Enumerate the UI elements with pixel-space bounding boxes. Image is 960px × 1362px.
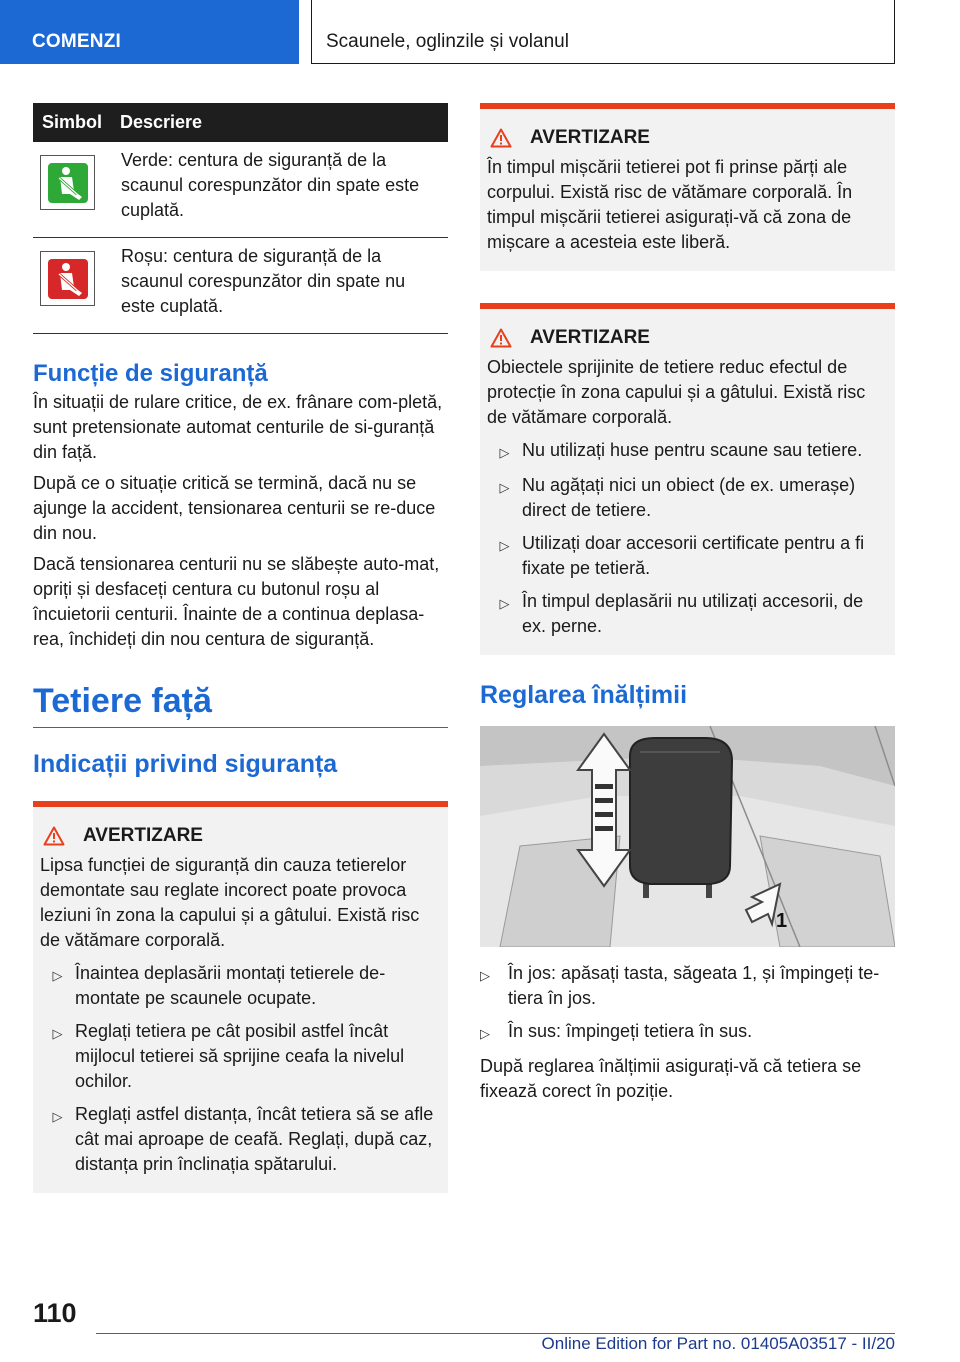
- list-item: ▷ Utilizați doar accesorii certificate pentru a fi fixate pe tetieră.: [487, 531, 888, 581]
- list-item: ▷ Nu utilizați huse pentru scaune sau tetiere.: [487, 438, 888, 465]
- table-row: [33, 238, 448, 334]
- warning-box: [33, 801, 448, 1193]
- paragraph: După ce o situație critică se termină, dacă nu se ajunge la accident, tensionarea centurii se re-duce din nou.: [33, 473, 436, 543]
- warning-title: [487, 125, 888, 150]
- warning-text: Lipsa funcției de siguranță din cauza tetierelor demontate sau reglate incorect poate provoca leziuni în zona la capului și a gâtului. Există risc de vătămare corporală.: [40, 855, 420, 950]
- warning-title: [487, 325, 888, 350]
- bullet-triangle-icon: ▷: [480, 968, 490, 983]
- warning-title-text: AVERTIZARE: [530, 327, 650, 348]
- paragraph: În situații de rulare critice, de ex. frânare com-pletă, sunt pretensionate automat centurile de si-guranță din față.: [33, 392, 443, 462]
- list-item: ▷ În timpul deplasării nu utilizați accesorii, de ex. perne.: [487, 589, 888, 639]
- edition-footer: Online Edition for Part no. 01405A03517 - II/20: [541, 1334, 895, 1353]
- table-cell-description: Roșu: centura de siguranță de la scaunul corespunzător din spate nu este cuplată.: [120, 238, 448, 334]
- bullet-triangle-icon: ▷: [52, 1109, 63, 1124]
- bullet-triangle-icon: ▷: [499, 445, 510, 460]
- warning-triangle-icon: [43, 826, 65, 846]
- warning-text: Obiectele sprijinite de tetiere reduc efectul de protecție în zona capului și a gâtului. Există risc de vătămare corporală.: [487, 357, 866, 427]
- bullet-triangle-icon: ▷: [499, 538, 510, 553]
- safety-instructions-title: Indicații privind siguranța: [33, 750, 338, 778]
- bullet-triangle-icon: ▷: [499, 596, 510, 611]
- seatbelt-green-icon: [40, 155, 95, 210]
- bullet-triangle-icon: ▷: [499, 480, 510, 495]
- list-item: ▷ Reglați astfel distanța, încât tetiera să se afle cât mai aproape de ceafă. Reglați, după caz, distanța prin înclinația spătarului.: [40, 1102, 441, 1177]
- height-adjust-title: Reglarea înălțimii: [480, 681, 688, 709]
- list-item: ▷ În jos: apăsați tasta, săgeata 1, și împingeți te-tiera în jos.: [480, 961, 895, 1011]
- warning-box: [480, 303, 895, 655]
- bullet-triangle-icon: ▷: [480, 1026, 490, 1041]
- warning-triangle-icon: [490, 328, 512, 348]
- table-row: [33, 142, 448, 238]
- warning-title-text: AVERTIZARE: [530, 127, 650, 148]
- paragraph: Dacă tensionarea centurii nu se slăbește auto-mat, opriți și desfaceți centura cu butonul roșu al încuietorii centurii. Înainte de a continua deplasa-rea, închideți din nou centura de siguranță.: [33, 554, 440, 649]
- headrests-title: Tetiere față: [33, 682, 448, 728]
- list-item: ▷ În sus: împingeți tetiera în sus.: [480, 1019, 895, 1046]
- table-header-symbol: Simbol: [33, 103, 120, 142]
- list-item: ▷ Reglați tetiera pe cât posibil astfel încât mijlocul tetierei să sprijine ceafa la nivelul ochilor.: [40, 1019, 441, 1094]
- table-cell-description: Verde: centura de siguranță de la scaunul corespunzător din spate este cuplată.: [120, 142, 448, 238]
- chapter-title: Scaunele, oglinzile și volanul: [311, 0, 895, 64]
- warning-box: [480, 103, 895, 271]
- warning-title-text: AVERTIZARE: [83, 825, 203, 846]
- page-number: 110: [33, 1298, 77, 1328]
- list-item: ▷ Nu agățați nici un obiect (de ex. umerașe) direct de tetiere.: [487, 473, 888, 523]
- section-tab: COMENZI: [0, 0, 299, 64]
- left-column: [33, 103, 448, 1193]
- right-column: [480, 103, 895, 1104]
- bullet-triangle-icon: ▷: [52, 968, 63, 983]
- seatbelt-red-icon: [40, 251, 95, 306]
- safety-function-title: Funcție de siguranță: [33, 360, 268, 387]
- table-header-description: Descriere: [120, 103, 448, 142]
- symbol-table: [33, 103, 448, 334]
- callout-label: 1: [776, 910, 788, 932]
- warning-text: În timpul mișcării tetierei pot fi prinse părți ale corpului. Există risc de vătămare corporală. În timpul mișcării tetierei asigurați-vă că zona de mișcare a acesteia este liberă.: [487, 157, 853, 252]
- bullet-triangle-icon: ▷: [52, 1026, 63, 1041]
- list-item: ▷ Înaintea deplasării montați tetierele de-montate pe scaunele ocupate.: [40, 961, 441, 1011]
- warning-title: [40, 823, 441, 848]
- paragraph: După reglarea înălțimii asigurați-vă că tetiera se fixează corect în poziție.: [480, 1056, 862, 1101]
- warning-triangle-icon: [490, 128, 512, 148]
- headrest-illustration: [480, 726, 895, 947]
